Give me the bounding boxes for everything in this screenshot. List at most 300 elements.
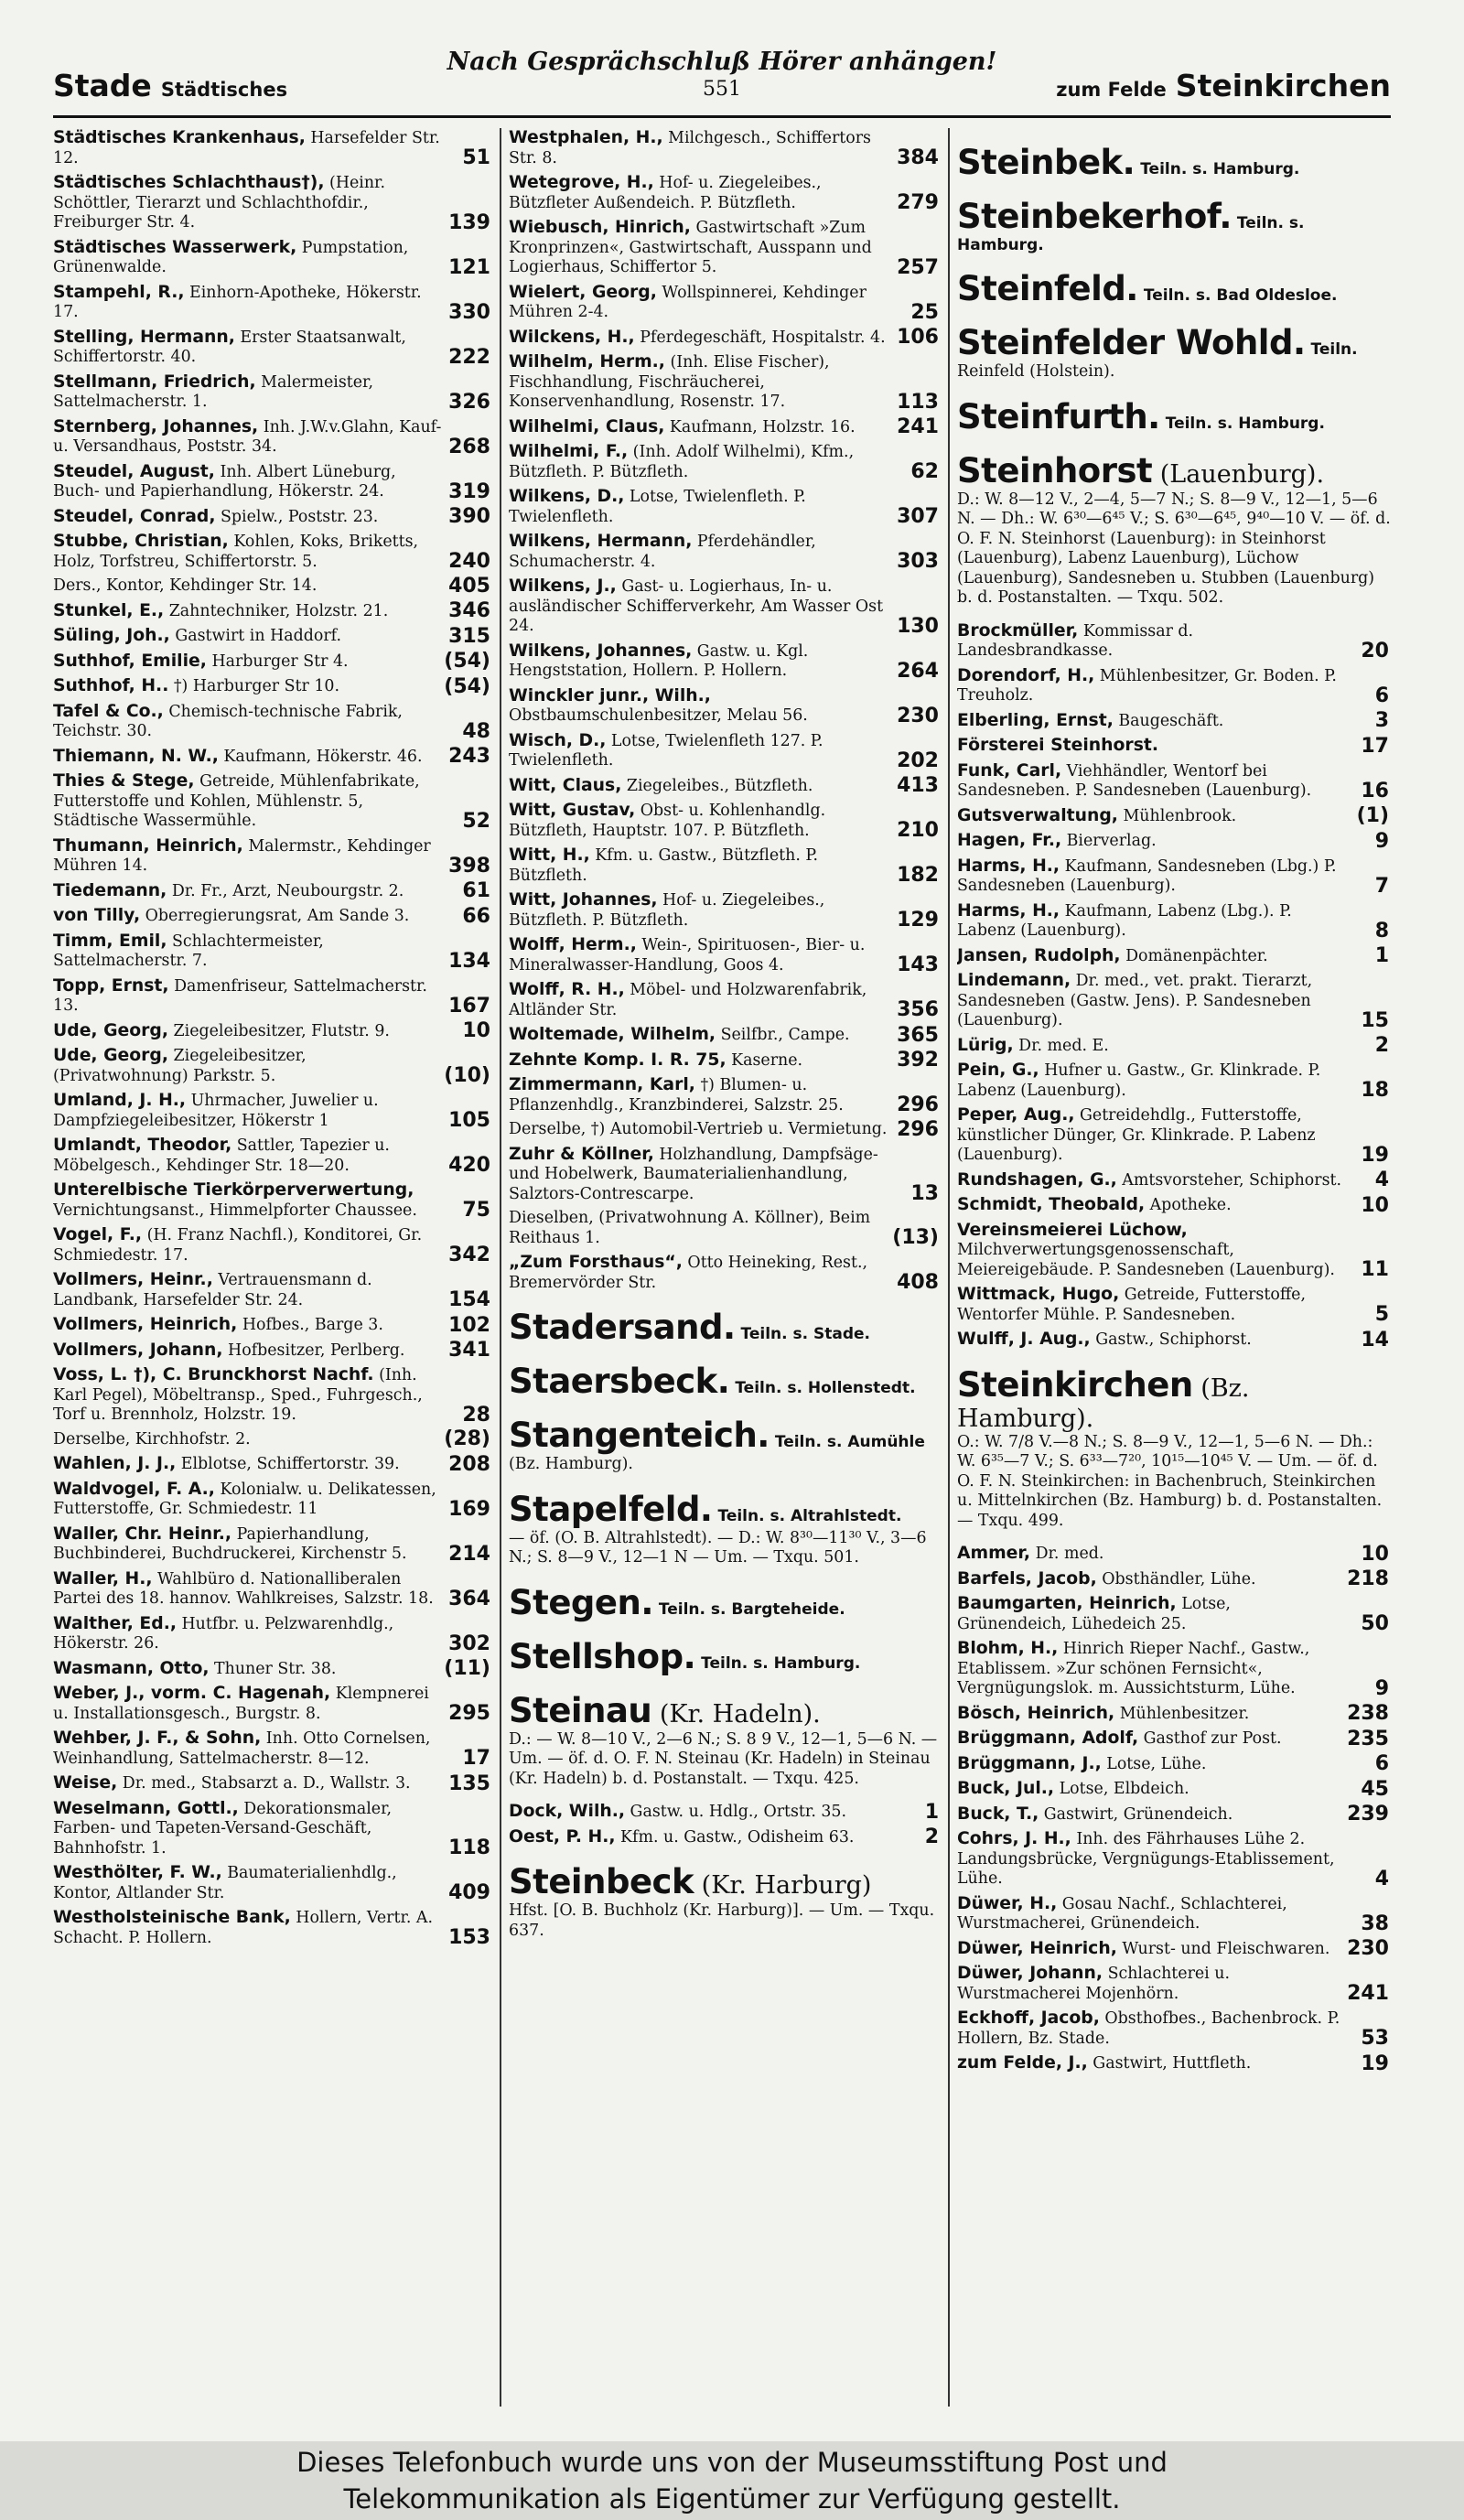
entry-name: Wielert, Georg, — [509, 282, 657, 302]
entry-details: Malermeister, Sattelmacherstr. 1. — [53, 372, 373, 411]
entry-details: Inh. J.W.v.Glahn, Kauf- u. Versandhaus, Poststr. 34. — [53, 417, 442, 456]
entry-details: Inh. Otto Cornelsen, Weinhandlung, Sattelmacherstr. 8—12. — [53, 1729, 431, 1768]
entry-name: Vollmers, Heinr., — [53, 1270, 213, 1289]
directory-entry — [509, 1827, 941, 1848]
entry-phone-number: 38 — [1361, 1912, 1389, 1935]
entry-name: Suthhof, Emilie, — [53, 651, 207, 671]
entry-name: Dock, Wilh., — [509, 1802, 626, 1821]
entry-details: Kfm. u. Gastw., Bützfleth. P. Bützfleth. — [509, 846, 819, 885]
entry-phone-number: 14 — [1361, 1328, 1389, 1352]
entry-name: Woltemade, Wilhelm, — [509, 1025, 716, 1044]
place-heading — [509, 1490, 941, 1568]
footer-line-1: Dieses Telefonbuch wurde uns von der Museumsstiftung Post und — [296, 2447, 1168, 2478]
entry-name: Westholsteinische Bank, — [53, 1908, 291, 1927]
entry-phone-number: 102 — [448, 1313, 490, 1337]
place-heading — [509, 1862, 941, 1941]
entry-phone-number: 28 — [462, 1403, 490, 1427]
entry-phone-number: 154 — [448, 1288, 490, 1311]
directory-entry — [957, 1779, 1391, 1800]
directory-entry — [509, 128, 941, 168]
entry-details: (Inh. Elise Fischer), Fischhandlung, Fischräucherei, Konservenhandlung, Rosenstr. 17. — [509, 353, 830, 411]
directory-entry — [53, 1180, 492, 1221]
directory-entry — [509, 641, 941, 682]
entry-name: Zuhr & Köllner, — [509, 1144, 654, 1164]
directory-entry — [957, 1061, 1391, 1101]
directory-entry — [957, 1544, 1391, 1565]
entry-name: Försterei Steinhorst. — [957, 736, 1158, 755]
entry-phone-number: (11) — [444, 1657, 490, 1680]
place-teilnehmer-ref: Teiln. s. Hollenstedt. — [735, 1379, 916, 1397]
directory-entry — [957, 1939, 1391, 1960]
directory-entry — [53, 1524, 492, 1565]
directory-entry — [509, 576, 941, 637]
directory-entry — [53, 576, 492, 597]
entry-details: Obstbaumschulenbesitzer, Melau 56. — [509, 706, 808, 725]
entry-phone-number: 130 — [897, 614, 939, 638]
directory-entry — [53, 747, 492, 768]
place-teilnehmer-ref: Teiln. s. Hamburg. — [1140, 160, 1300, 178]
entry-details: Seilfbr., Campe. — [716, 1026, 850, 1044]
header-rule — [53, 115, 1391, 118]
directory-entry — [53, 1454, 492, 1475]
directory-entry — [957, 1894, 1391, 1934]
entry-phone-number: 182 — [897, 864, 939, 887]
entry-name: Düwer, H., — [957, 1893, 1058, 1913]
place-heading — [957, 451, 1391, 608]
entry-phone-number: 384 — [897, 146, 939, 169]
entry-phone-number: 222 — [448, 345, 490, 369]
entry-phone-number: 230 — [1347, 1937, 1389, 1960]
directory-entry — [957, 946, 1391, 967]
entry-details: Hof- u. Ziegeleibes., Bützfleth. P. Bützfleth. — [509, 891, 825, 930]
entry-name: Süling, Joh., — [53, 626, 170, 645]
entry-phone-number: 302 — [448, 1632, 490, 1655]
entry-details: Getreide, Futterstoffe, Wentorfer Mühle. P. Sandesneben. — [957, 1286, 1306, 1324]
entry-details: Kommissar d. Landesbrandkasse. — [957, 621, 1194, 660]
place-heading — [957, 269, 1391, 308]
directory-entry — [957, 806, 1391, 827]
directory-entry — [53, 652, 492, 673]
entry-details: Derselbe, Kirchhofstr. 2. — [53, 1429, 251, 1448]
entry-details: Mühlenbrook. — [1117, 806, 1237, 825]
entry-details: Elblotse, Schiffertorstr. 39. — [176, 1455, 400, 1473]
entry-details: Otto Heineking, Rest., Bremervörder Str. — [509, 1254, 868, 1292]
entry-phone-number: (1) — [1356, 804, 1389, 827]
place-heading — [509, 1691, 941, 1790]
entry-phone-number: (13) — [892, 1226, 939, 1249]
entry-details: Vernichtungsanst., Himmelpforter Chaussee. — [53, 1201, 417, 1220]
directory-entry — [957, 666, 1391, 706]
entry-details: Dr. med., Stabsarzt a. D., Wallstr. 3. — [117, 1774, 411, 1793]
entry-name: Jansen, Rudolph, — [957, 945, 1121, 965]
entry-details: Wollspinnerei, Kehdinger Mühren 2-4. — [509, 283, 867, 321]
place-teilnehmer-ref: Teiln. s. Aumühle — [774, 1433, 925, 1451]
directory-entry — [53, 1091, 492, 1131]
entry-details: Inh. Albert Lüneburg, Buch- und Papierhandlung, Hökerstr. 24. — [53, 462, 396, 501]
entry-details: Bierverlag. — [1061, 832, 1157, 850]
directory-entry — [53, 283, 492, 323]
entry-name: Schmidt, Theobald, — [957, 1195, 1146, 1214]
entry-phone-number: 52 — [462, 809, 490, 833]
entry-name: Wolff, Herm., — [509, 935, 637, 954]
directory-entry — [957, 1728, 1391, 1750]
entry-phone-number: 208 — [448, 1452, 490, 1476]
entry-phone-number: 45 — [1361, 1777, 1389, 1801]
entry-phone-number: 6 — [1374, 1752, 1389, 1775]
entry-name: Städtisches Wasserwerk, — [53, 237, 297, 257]
entry-details: Domänenpächter. — [1120, 946, 1268, 965]
entry-name: Wilkens, D., — [509, 487, 625, 506]
directory-entry — [53, 1728, 492, 1769]
entry-phone-number: 2 — [1374, 1034, 1389, 1057]
entry-phone-number: 50 — [1361, 1612, 1389, 1635]
directory-entry — [53, 1614, 492, 1654]
directory-entry — [53, 1569, 492, 1610]
entry-details: Obst- u. Kohlenhandlg. Bützfleth, Hauptstr. 107. P. Bützfleth. — [509, 802, 826, 840]
place-teilnehmer-ref: Teiln. s. Altrahlstedt. — [717, 1506, 902, 1525]
entry-details: Pferdehändler, Schumacherstr. 4. — [509, 533, 816, 571]
entry-name: Westphalen, H., — [509, 128, 663, 147]
place-name: Steinau — [509, 1690, 652, 1730]
entry-details: Damenfriseur, Sattelmacherstr. 13. — [53, 976, 427, 1015]
entry-details: Erster Staatsanwalt, Schiffertorstr. 40. — [53, 328, 406, 366]
entry-details: Obsthofbes., Bachenbrock. P. Hollern, Bz. Stade. — [957, 2009, 1340, 2048]
entry-name: Timm, Emil, — [53, 931, 167, 951]
entry-details: Dr. med. — [1030, 1545, 1104, 1563]
entry-phone-number: 20 — [1361, 639, 1389, 662]
entry-name: Vollmers, Heinrich, — [53, 1315, 238, 1334]
directory-entry — [53, 1773, 492, 1794]
directory-entry — [509, 218, 941, 278]
entry-details: Gastwirtschaft »Zum Kronprinzen«, Gastwirtschaft, Ausspann und Logierhaus, Schiffertor 5. — [509, 219, 872, 276]
entry-phone-number: 202 — [897, 748, 939, 772]
entry-details: Kohlen, Koks, Briketts, Holz, Torfstreu, Schiffertorstr. 5. — [53, 533, 419, 571]
entry-details: Dieselben, (Privatwohnung A. Köllner), Beim Reithaus 1. — [509, 1209, 871, 1247]
entry-phone-number: 13 — [910, 1182, 939, 1205]
entry-phone-number: 210 — [897, 819, 939, 842]
entry-details: Lotse, Grünendeich, Lühedeich 25. — [957, 1595, 1231, 1633]
entry-phone-number: 408 — [897, 1271, 939, 1294]
entry-phone-number: 1 — [924, 1800, 939, 1824]
directory-entry — [957, 1170, 1391, 1191]
page-header — [53, 48, 1391, 112]
entry-phone-number: 238 — [1347, 1702, 1389, 1725]
place-qualifier: (Lauenburg). — [1152, 459, 1325, 489]
directory-entry — [509, 532, 941, 572]
entry-name: Unterelbische Tierkörperverwertung, — [53, 1180, 414, 1200]
entry-name: Buck, T., — [957, 1804, 1039, 1824]
entry-name: Wasmann, Otto, — [53, 1658, 210, 1678]
place-name: Steinbek. — [957, 143, 1136, 182]
entry-details: Mühlenbesitzer, Gr. Boden. P. Treuholz. — [957, 666, 1337, 705]
directory-entry — [53, 1315, 492, 1336]
entry-details: Ziegeleibes., Bützfleth. — [621, 776, 813, 795]
place-heading — [957, 1365, 1391, 1532]
directory-entry — [509, 935, 941, 975]
entry-phone-number: 153 — [448, 1926, 490, 1949]
directory-entry — [957, 1285, 1391, 1325]
entry-name: Umland, J. H., — [53, 1091, 187, 1110]
place-teilnehmer-ref: Teiln. s. Bargteheide. — [658, 1599, 845, 1619]
directory-entry — [509, 1253, 941, 1293]
header-right-keyword: zum Felde Steinkirchen — [1056, 68, 1391, 103]
entry-details: Lotse, Lühe. — [1101, 1754, 1207, 1773]
entry-name: Oest, P. H., — [509, 1826, 616, 1847]
directory-entry — [53, 1684, 492, 1724]
entry-name: Rundshagen, G., — [957, 1169, 1117, 1190]
entry-phone-number: 392 — [897, 1049, 939, 1072]
directory-entry — [509, 352, 941, 413]
entry-name: von Tilly, — [53, 906, 141, 925]
directory-entry — [53, 1365, 492, 1426]
entry-phone-number: 295 — [448, 1702, 490, 1725]
directory-entry — [957, 1221, 1391, 1281]
directory-entry — [53, 1341, 492, 1362]
entry-details: Kaufmann, Labenz (Lbg.). P. Labenz (Lauenburg). — [957, 901, 1292, 940]
entry-name: Winckler junr., Wilh., — [509, 685, 711, 705]
header-slogan: Nach Gesprächschluß Hörer anhängen! — [447, 48, 997, 76]
directory-entry — [509, 845, 941, 886]
entry-phone-number: 315 — [448, 624, 490, 648]
place-teilnehmer-ref: Teiln. s. Stade. — [740, 1325, 871, 1343]
place-heading — [509, 1583, 941, 1622]
directory-entry — [957, 1704, 1391, 1725]
place-name: Steinbekerhof. — [957, 197, 1232, 236]
directory-entry — [53, 1021, 492, 1042]
column-1 — [53, 128, 492, 2416]
entry-phone-number: 118 — [448, 1836, 490, 1859]
entry-name: Weselmann, Gottl., — [53, 1798, 239, 1818]
place-name: Staersbeck. — [509, 1362, 730, 1401]
entry-name: Wilhelmi, F., — [509, 442, 629, 461]
entry-phone-number: (54) — [444, 674, 490, 698]
entry-name: Thumann, Heinrich, — [53, 835, 243, 856]
directory-entry — [509, 1802, 941, 1823]
entry-name: zum Felde, J., — [957, 2053, 1088, 2073]
entry-name: Witt, H., — [509, 845, 590, 865]
entry-phone-number: 279 — [897, 191, 939, 214]
entry-name: Wilkens, Hermann, — [509, 532, 693, 551]
directory-entry — [53, 372, 492, 413]
entry-phone-number: 330 — [448, 300, 490, 324]
entry-name: Pein, G., — [957, 1061, 1039, 1080]
directory-entry — [53, 626, 492, 647]
directory-entry — [53, 1136, 492, 1176]
place-name: Steinfeld. — [957, 269, 1138, 308]
entry-phone-number: 11 — [1361, 1258, 1389, 1281]
entry-name: Stelling, Hermann, — [53, 327, 235, 347]
place-qualifier: (Kr. Harburg) — [694, 1871, 872, 1900]
entry-phone-number: 230 — [897, 704, 939, 727]
entry-phone-number: 169 — [448, 1497, 490, 1521]
entry-details: Kolonialw. u. Delikatessen, Futterstoffe, Gr. Schmiedestr. 11 — [53, 1480, 436, 1518]
entry-details: Milchverwertungsgenossenschaft, Meiereigebäude. P. Sandesneben (Lauenburg). — [957, 1241, 1335, 1279]
entry-details: Hinrich Rieper Nachf., Gastw., Etablissem. »Zur schönen Fernsicht«, Vergnügungslok. m. Aussichtsturm, Lühe. — [957, 1640, 1310, 1697]
entry-details: Hufner u. Gastw., Gr. Klinkrade. P. Labenz (Lauenburg). — [957, 1061, 1321, 1100]
directory-entry — [957, 971, 1391, 1031]
entry-details: Lotse, Twielenfleth. P. Twielenfleth. — [509, 488, 806, 526]
entry-name: Wulff, J. Aug., — [957, 1330, 1091, 1349]
entry-name: Bösch, Heinrich, — [957, 1703, 1115, 1723]
entry-phone-number: 413 — [897, 774, 939, 797]
entry-name: Steudel, Conrad, — [53, 506, 216, 526]
place-heading — [509, 1416, 941, 1475]
entry-details: Oberregierungsrat, Am Sande 3. — [140, 907, 410, 925]
entry-phone-number: 218 — [1347, 1567, 1389, 1590]
entry-name: Lürig, — [957, 1035, 1014, 1055]
place-qualifier: (Bz. Hamburg). — [957, 1373, 1250, 1433]
entry-details: Dr. Fr., Arzt, Neubourgstr. 2. — [167, 881, 404, 900]
directory-entry — [53, 771, 492, 832]
entry-phone-number: 319 — [448, 479, 490, 503]
directory-entry — [509, 328, 941, 349]
directory-entry — [957, 621, 1391, 662]
directory-entry — [509, 776, 941, 797]
entry-name: Brüggmann, J., — [957, 1753, 1102, 1773]
entry-phone-number: 356 — [897, 998, 939, 1021]
entry-name: Wehber, J. F., & Sohn, — [53, 1728, 262, 1748]
entry-name: Funk, Carl, — [957, 760, 1062, 781]
entry-name: Harms, H., — [957, 856, 1060, 876]
entry-details: Spielw., Poststr. 23. — [215, 507, 379, 526]
entry-phone-number: 18 — [1361, 1079, 1389, 1102]
directory-entry — [509, 442, 941, 482]
entry-phone-number: 257 — [897, 255, 939, 279]
entry-phone-number: 53 — [1361, 2027, 1389, 2050]
entry-name: Topp, Ernst, — [53, 975, 169, 996]
place-service-info: — öf. (O. B. Altrahlstedt). — D.: W. 8³⁰—11³⁰ V., 3—6 N.; S. 8—9 V., 12—1 N — Um. — Txqu. 501. — [509, 1528, 927, 1567]
entry-details: Baumaterialienhdlg., Kontor, Altlander Str. — [53, 1864, 397, 1902]
entry-details: Wurst- und Fleischwaren. — [1116, 1939, 1330, 1958]
entry-phone-number: 7 — [1374, 874, 1389, 898]
entry-details: (Inh. Adolf Wilhelmi), Kfm., Bützfleth. P. Bützfleth. — [509, 443, 855, 481]
entry-phone-number: 235 — [1347, 1727, 1389, 1750]
entry-name: Steudel, August, — [53, 461, 215, 481]
header-left-keyword: Stade Städtisches — [53, 68, 288, 103]
entry-phone-number: 303 — [897, 550, 939, 573]
directory-entry — [53, 417, 492, 458]
entry-name: Waller, Chr. Heinr., — [53, 1524, 232, 1544]
place-service-info: O.: W. 7/8 V.—8 N.; S. 8—9 V., 12—1, 5—6 N. — Dh.: W. 6³⁵—7 V.; S. 6³³—7²⁰, 10¹⁵—10⁴⁵ V. — Um. — öf. d. O. F. N. Steinkirchen: in Bachenbruch, Steinkirchen u. Mittelnkirchen (Bz. Hamburg) b. d. Postanstalten. — Txqu. 499. — [957, 1432, 1383, 1530]
directory-entry — [53, 1799, 492, 1859]
directory-entry — [53, 1480, 492, 1520]
place-service-info: (Bz. Hamburg). — [509, 1455, 633, 1473]
directory-entry — [957, 736, 1391, 757]
directory-entry — [957, 1036, 1391, 1057]
entry-phone-number: 25 — [910, 300, 939, 324]
entry-name: Wilckens, H., — [509, 327, 635, 347]
directory-entry — [53, 906, 492, 927]
entry-details: Thuner Str. 38. — [209, 1659, 337, 1678]
entry-name: Eckhoff, Jacob, — [957, 2008, 1100, 2028]
entry-phone-number: 75 — [462, 1199, 490, 1222]
entry-name: Waller, H., — [53, 1568, 153, 1588]
entry-phone-number: 264 — [897, 659, 939, 683]
entry-details: Schlachterei u. Wurstmacherei Mojenhörn. — [957, 1965, 1231, 2003]
entry-details: †) Harburger Str 10. — [168, 677, 340, 695]
directory-entry — [509, 173, 941, 213]
directory-entry — [53, 1863, 492, 1903]
entry-phone-number: 19 — [1361, 1143, 1389, 1167]
entry-details: Kaufmann, Sandesneben (Lbg.) P. Sandesneben (Lauenburg). — [957, 856, 1337, 895]
entry-name: Wolff, R. H., — [509, 980, 625, 999]
entry-phone-number: (28) — [444, 1427, 490, 1450]
directory-entry — [53, 932, 492, 972]
entry-details: Harburger Str 4. — [206, 652, 349, 671]
directory-entry — [509, 980, 941, 1020]
directory-entry — [53, 1225, 492, 1265]
entry-details: Gast- u. Logierhaus, In- u. ausländischer Schifferverkehr, Am Wasser Ost 24. — [509, 577, 884, 635]
footer-line-2: Telekommunikation als Eigentümer zur Verfügung gestellt. — [343, 2483, 1121, 2515]
entry-name: Elberling, Ernst, — [957, 710, 1114, 730]
entry-phone-number: 1 — [1374, 944, 1389, 967]
place-service-info: Reinfeld (Holstein). — [957, 362, 1115, 381]
entry-name: Umlandt, Theodor, — [53, 1136, 232, 1155]
entry-name: Tiedemann, — [53, 880, 167, 900]
entry-phone-number: 241 — [897, 415, 939, 438]
entry-phone-number: 135 — [448, 1772, 490, 1795]
entry-name: Wilkens, Johannes, — [509, 641, 693, 661]
directory-entry — [957, 1964, 1391, 2004]
entry-phone-number: 51 — [462, 146, 490, 169]
column-divider — [948, 128, 950, 2407]
directory-entry — [957, 901, 1391, 942]
directory-entry — [509, 417, 941, 438]
entry-details: Kaufmann, Holzstr. 16. — [664, 417, 856, 436]
directory-entry — [957, 1569, 1391, 1590]
entry-name: Buck, Jul., — [957, 1779, 1055, 1798]
directory-entry — [53, 676, 492, 697]
entry-name: Tafel & Co., — [53, 701, 164, 721]
directory-entry — [957, 1195, 1391, 1216]
archive-footer — [0, 2441, 1464, 2520]
entry-name: Vereinsmeierei Lüchow, — [957, 1220, 1188, 1240]
entry-phone-number: 15 — [1361, 1008, 1389, 1032]
entry-name: Hagen, Fr., — [957, 831, 1062, 850]
directory-entry — [957, 1754, 1391, 1775]
directory-entry — [509, 731, 941, 771]
directory-entry — [509, 1025, 941, 1046]
entry-name: Thiemann, N. W., — [53, 746, 219, 766]
entry-details: Viehhändler, Wentorf bei Sandesneben. P. Sandesneben (Lauenburg). — [957, 761, 1312, 800]
entry-phone-number: 341 — [448, 1339, 490, 1362]
entry-details: Gastwirt, Huttfleth. — [1087, 2054, 1252, 2073]
place-name: Steinfurth. — [957, 396, 1160, 436]
entry-details: Amtsvorsteher, Schiphorst. — [1116, 1170, 1342, 1190]
entry-phone-number: 6 — [1374, 684, 1389, 707]
entry-details: Einhorn-Apotheke, Hökerstr. 17. — [53, 283, 422, 321]
entry-phone-number: 4 — [1374, 1168, 1389, 1191]
entry-phone-number: 326 — [448, 390, 490, 414]
entry-details: Gastwirt, Grünendeich. — [1039, 1804, 1233, 1824]
directory-entry — [509, 686, 941, 727]
directory-entry — [53, 173, 492, 233]
entry-name: Wahlen, J. J., — [53, 1454, 177, 1473]
entry-details: Gastw., Schiphorst. — [1090, 1330, 1252, 1349]
entry-phone-number: 241 — [1347, 1982, 1389, 2005]
entry-name: Dorendorf, H., — [957, 665, 1095, 685]
entry-details: Milchgesch., Schiffertors Str. 8. — [509, 129, 871, 167]
directory-entry — [53, 507, 492, 528]
directory-entry — [509, 1117, 941, 1141]
entry-phone-number: 398 — [448, 854, 490, 878]
entry-details: Hofbes., Barge 3. — [237, 1316, 383, 1334]
entry-details: Dr. med. E. — [1013, 1036, 1109, 1055]
place-teilnehmer-ref: Teiln. s. Bad Oldesloe. — [1143, 286, 1338, 305]
entry-phone-number: (54) — [444, 650, 490, 673]
entry-name: Brockmüller, — [957, 620, 1079, 641]
directory-entry — [957, 2053, 1391, 2074]
